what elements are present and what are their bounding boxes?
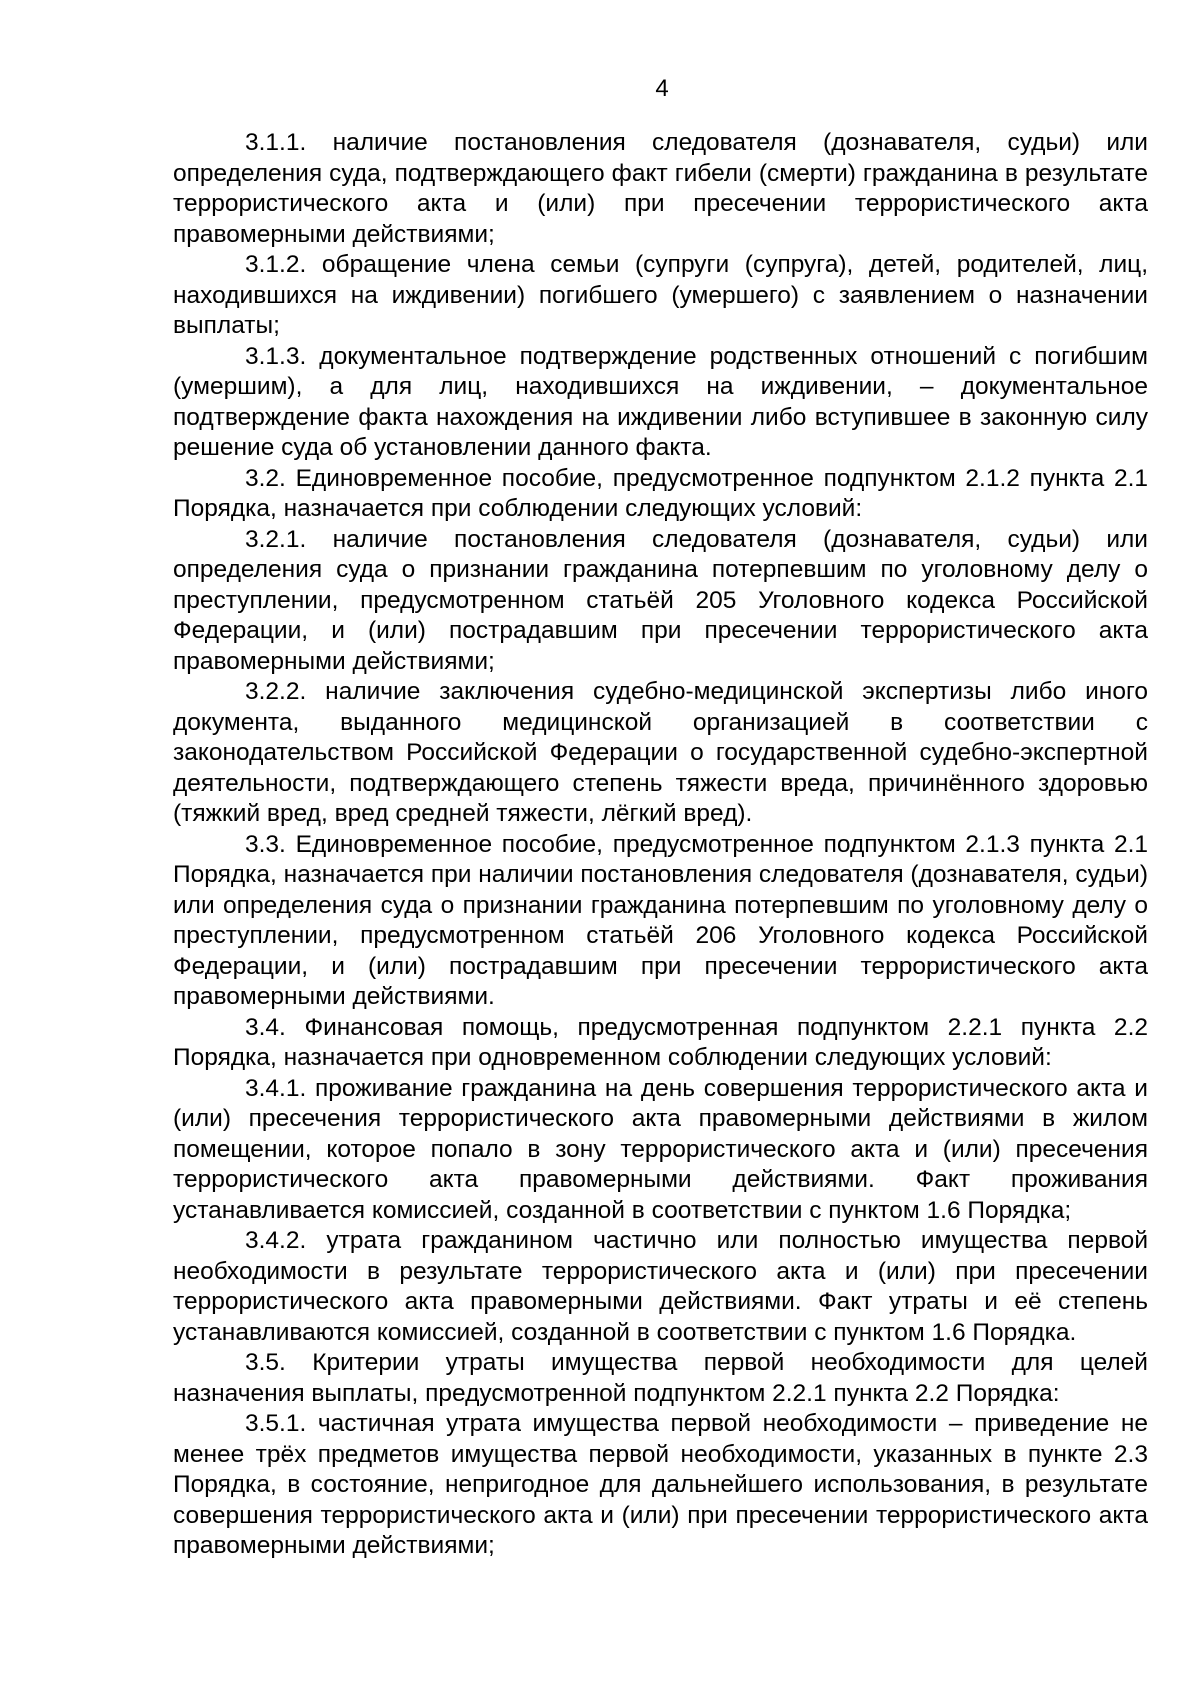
paragraph-3-4: 3.4. Финансовая помощь, предусмотренная подпунктом 2.2.1 пункта 2.2 Порядка, назначается при одновременном соблюдении следующих условий: <box>173 1013 1148 1071</box>
paragraph-3-2-2: 3.2.2. наличие заключения судебно-медицинской экспертизы либо иного документа, выданного медицинской организацией в соответствии с законодательством Российской Федерации о государственной судебно-экспертной деятельности, подтверждающего степень тяжести вреда, причинённого здоровью (тяжкий вред, вред средней тяжести, лёгкий вред). <box>173 678 1148 827</box>
paragraph-3-5: 3.5. Критерии утраты имущества первой необходимости для целей назначения выплаты, предусмотренной подпунктом 2.2.1 пункта 2.2 Порядка: <box>173 1349 1148 1407</box>
paragraph-3-2-1: 3.2.1. наличие постановления следователя (дознавателя, судьи) или определения суда о признании гражданина потерпевшим по уголовному делу о преступлении, предусмотренном статьёй 205 Уголовного кодекса Российской Федерации, и (или) пострадавшим при пресечении террористического акта правомерными действиями; <box>173 525 1148 675</box>
paragraph-3-1-3: 3.1.3. документальное подтверждение родственных отношений с погибшим (умершим), а для лиц, находившихся на иждивении, – документальное подтверждение факта нахождения на иждивении либо вступившее в законную силу решение суда об установлении данного факта. <box>173 342 1148 461</box>
paragraph-3-1-2: 3.1.2. обращение члена семьи (супруги (супруга), детей, родителей, лиц, находившихся на иждивении) погибшего (умершего) с заявлением о назначении выплаты; <box>173 251 1148 339</box>
document-body <box>173 128 1148 1562</box>
paragraph-3-4-1: 3.4.1. проживание гражданина на день совершения террористического акта и (или) пресечения террористического акта правомерными действиями в жилом помещении, которое попало в зону террористического акта и (или) пресечения террористического акта правомерными действиями. Факт проживания устанавливается комиссией, созданной в соответствии с пунктом 1.6 Порядка; <box>173 1074 1148 1224</box>
paragraph-3-1-1: 3.1.1. наличие постановления следователя (дознавателя, судьи) или определения суда, подтверждающего факт гибели (смерти) гражданина в результате террористического акта и (или) при пресечении террористического акта правомерными действиями; <box>173 129 1148 248</box>
paragraph-3-5-1: 3.5.1. частичная утрата имущества первой необходимости – приведение не менее трёх предметов имущества первой необходимости, указанных в пункте 2.3 Порядка, в состояние, непригодное для дальнейшего использования, в результате совершения террористического акта и (или) при пресечении террористического акта правомерными действиями; <box>173 1410 1148 1559</box>
paragraph-3-4-2: 3.4.2. утрата гражданином частично или полностью имущества первой необходимости в результате террористического акта и (или) при пресечении террористического акта правомерными действиями. Факт утраты и её степень устанавливаются комиссией, созданной в соответствии с пунктом 1.6 Порядка. <box>173 1227 1148 1346</box>
paragraph-3-3: 3.3. Единовременное пособие, предусмотренное подпунктом 2.1.3 пункта 2.1 Порядка, назначается при наличии постановления следователя (дознавателя, судьи) или определения суда о признании гражданина потерпевшим по уголовному делу о преступлении, предусмотренном статьёй 206 Уголовного кодекса Российской Федерации, и (или) пострадавшим при пресечении террористического акта правомерными действиями. <box>173 830 1148 1010</box>
page-number: 4 <box>655 75 669 102</box>
paragraph-3-2: 3.2. Единовременное пособие, предусмотренное подпунктом 2.1.2 пункта 2.1 Порядка, назначается при соблюдении следующих условий: <box>173 464 1148 522</box>
